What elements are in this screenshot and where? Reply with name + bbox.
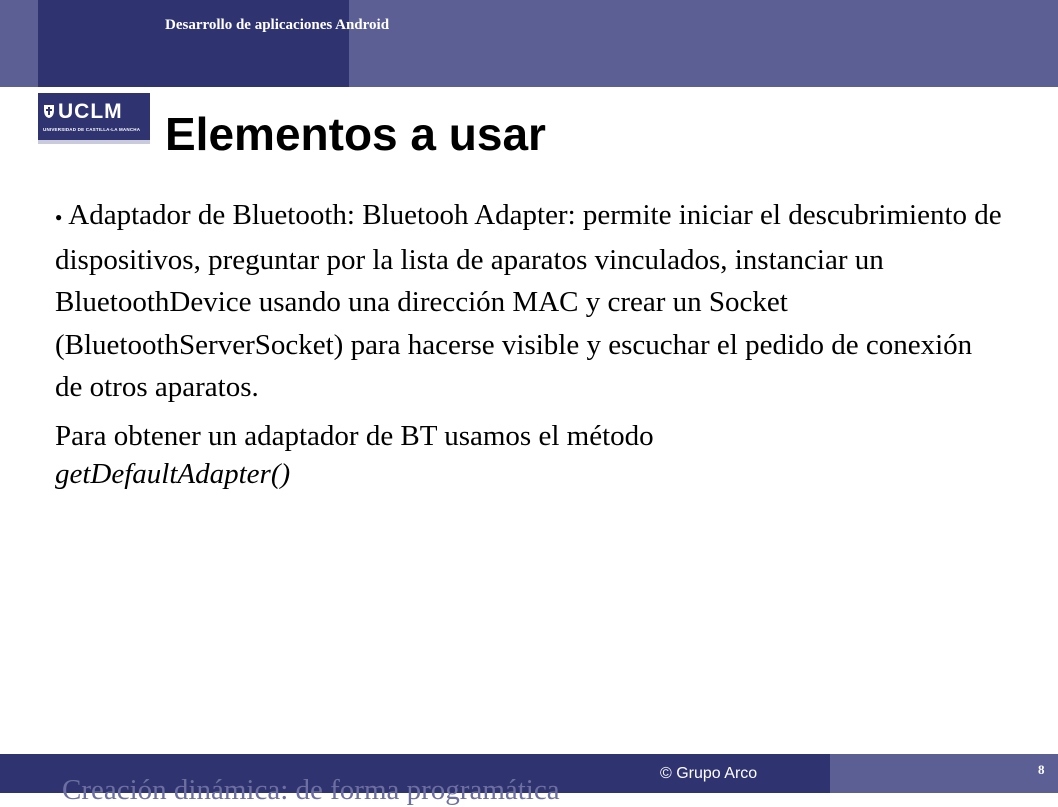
method-intro: Para obtener un adaptador de BT usamos el método [55,419,654,452]
method-name: getDefaultAdapter() [55,457,291,490]
bullet-paragraph [55,194,1005,409]
overflow-text: Creación dinámica: de forma programática [62,774,560,806]
logo-mark-icon [42,103,56,119]
logo-text: UCLM [58,100,123,123]
slide-title: Elementos a usar [165,108,546,160]
header-bar-right [349,0,1058,87]
logo-divider [38,140,150,144]
header-bar-dark [38,0,349,87]
footer-bar-right [830,754,1058,793]
bullet-text: Adaptador de Bluetooth: Bluetooh Adapter: permite iniciar el descubrimiento de dispositivos, preguntar por la lista de aparatos vinculados, instanciar un BluetoothDevice usando una dirección MAC y crear un Socket (BluetoothServerSocket) para hacerse visible y escuchar el pedido de conexión de otros aparatos. [55,199,1002,404]
bullet-icon: ● [55,210,63,225]
copyright-text: © Grupo Arco [660,765,758,782]
logo-subtitle: UNIVERSIDAD DE CASTILLA-LA MANCHA [43,127,141,132]
method-paragraph [55,417,1005,493]
logo-background [38,93,150,140]
course-title: Desarrollo de aplicaciones Android [165,17,390,33]
header-bar-left [0,0,38,87]
slide-body [55,194,1005,493]
university-logo [38,87,150,153]
page-number: 8 [1038,762,1045,777]
